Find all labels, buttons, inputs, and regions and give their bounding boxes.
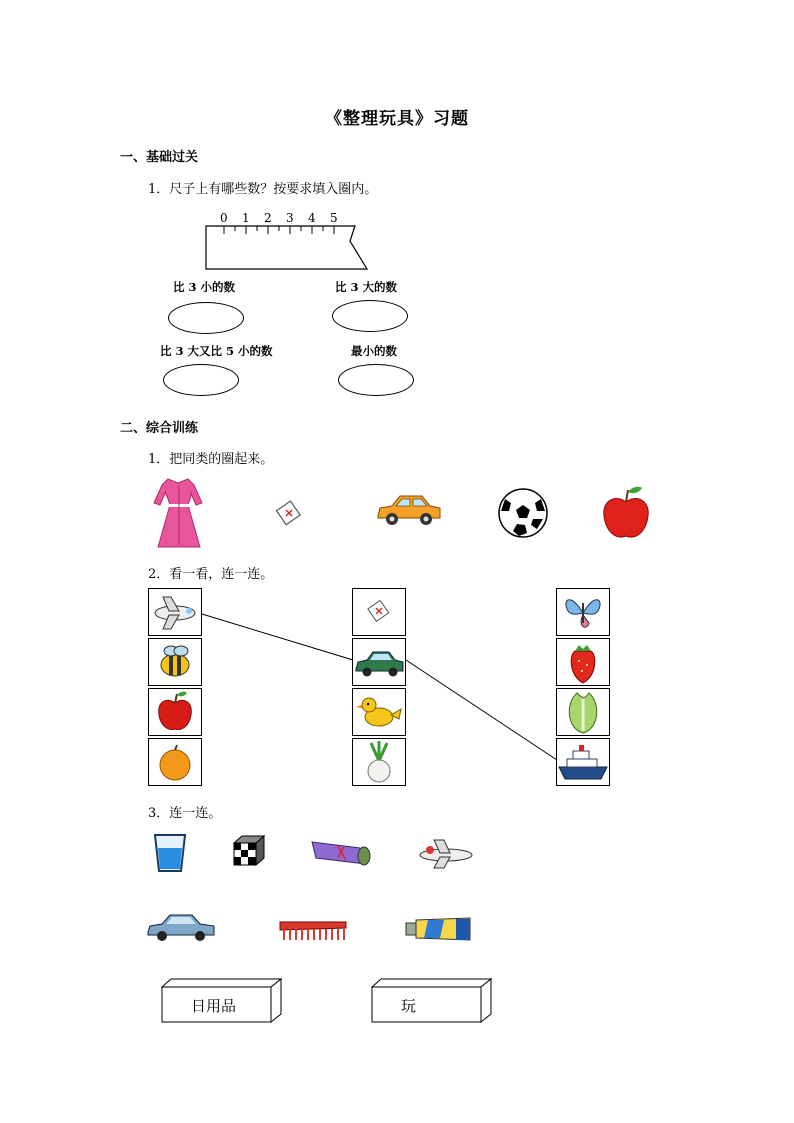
answer-oval-greater-than-3[interactable] xyxy=(332,300,408,332)
comb-icon[interactable] xyxy=(278,918,348,942)
ruler-tick-2: 2 xyxy=(264,211,272,225)
ruler-tick-1: 1 xyxy=(242,211,250,225)
matching-grid xyxy=(148,588,612,788)
glass-icon[interactable] xyxy=(152,832,188,874)
question-2-2: 2．看一看，连一连。 xyxy=(148,567,274,582)
ruler-tick-4: 4 xyxy=(308,211,316,225)
gift-card-icon[interactable] xyxy=(274,498,304,528)
box-daily-necessities[interactable] xyxy=(161,978,285,1024)
section-heading-basic: 一、基础过关 xyxy=(120,150,199,165)
question-2-3: 3．连一连。 xyxy=(148,806,222,821)
apple-icon[interactable] xyxy=(600,484,652,542)
label-greater-than-3: 比 3 大的数 xyxy=(335,280,398,294)
dress-icon[interactable] xyxy=(150,475,208,549)
question-2-1: 1．把同类的圈起来。 xyxy=(148,452,274,467)
answer-oval-between[interactable] xyxy=(163,364,239,396)
rolled-towel-icon[interactable] xyxy=(308,834,374,868)
section-heading-comprehensive: 二、综合训练 xyxy=(120,421,199,436)
answer-oval-smallest[interactable] xyxy=(338,364,414,396)
toothpaste-icon[interactable] xyxy=(404,914,474,944)
ruler-tick-5: 5 xyxy=(330,211,338,225)
dice-icon[interactable] xyxy=(230,833,266,869)
ruler-tick-3: 3 xyxy=(286,211,294,225)
box-toys[interactable] xyxy=(371,978,495,1024)
box-toys-label: 玩 xyxy=(401,997,417,1015)
label-between-3-and-5: 比 3 大又比 5 小的数 xyxy=(160,344,273,358)
connection-lines xyxy=(148,588,612,788)
answer-oval-less-than-3[interactable] xyxy=(168,302,244,334)
toy-car-icon[interactable] xyxy=(374,490,444,530)
airplane-icon[interactable] xyxy=(414,838,476,870)
label-less-than-3: 比 3 小的数 xyxy=(173,280,236,294)
question-1-1: 1．尺子上有哪些数？按要求填入圈内。 xyxy=(148,182,378,197)
page-title: 《整理玩具》习题 xyxy=(325,109,469,129)
label-smallest: 最小的数 xyxy=(351,344,397,358)
ruler-tick-0: 0 xyxy=(220,211,228,225)
soccer-ball-icon[interactable] xyxy=(497,487,549,539)
box-daily-label: 日用品 xyxy=(191,997,237,1015)
car-icon[interactable] xyxy=(146,910,216,944)
